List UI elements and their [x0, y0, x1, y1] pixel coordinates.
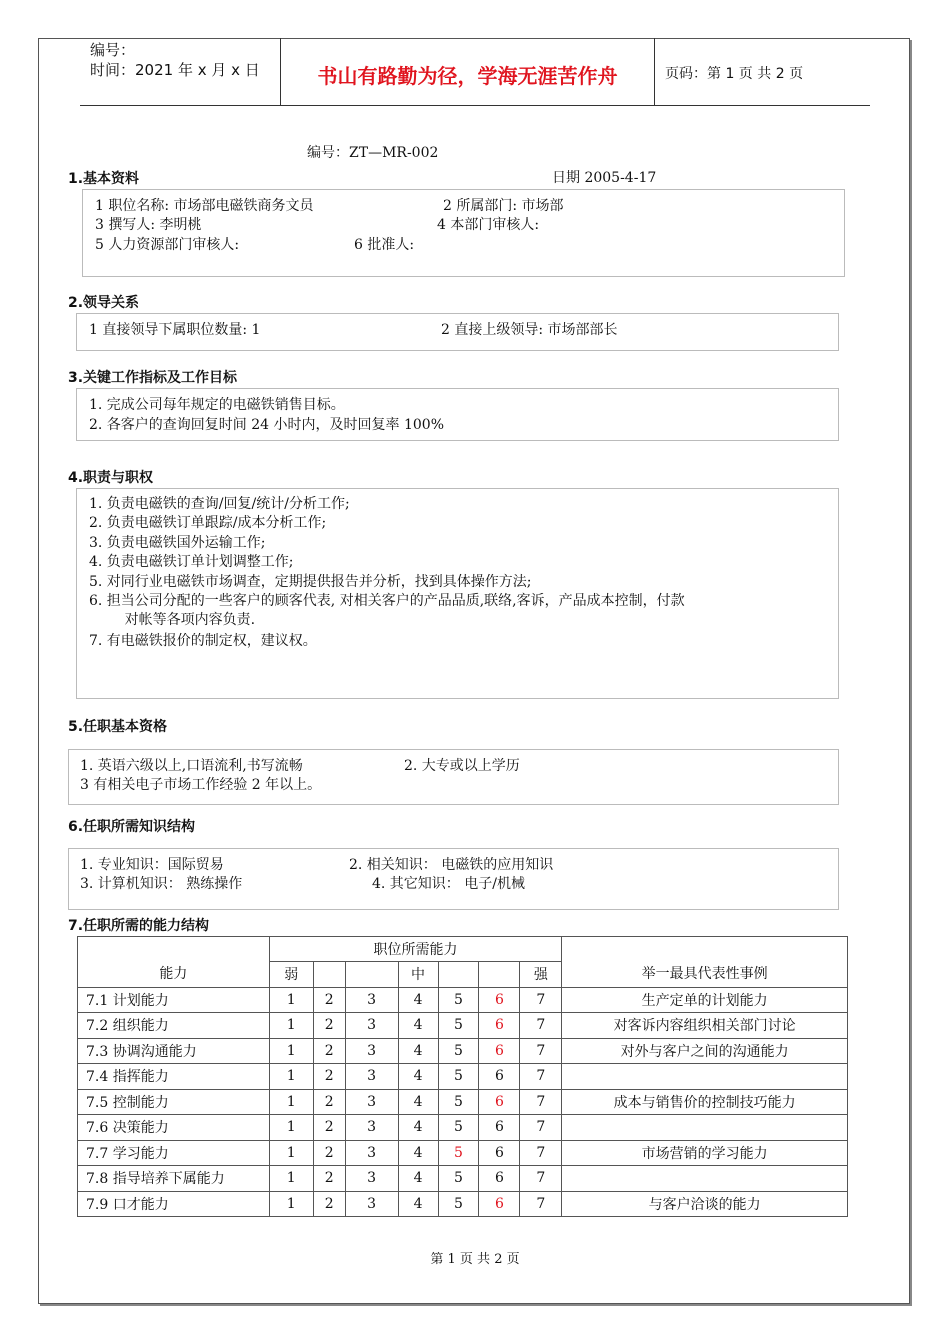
- ability-level: 1: [269, 1013, 313, 1039]
- ability-example: 与客户洽谈的能力: [562, 1191, 848, 1217]
- ability-level: 5: [438, 1038, 479, 1064]
- ability-level-selected: 6: [479, 1038, 520, 1064]
- section-title-basic-info: 1.基本资料: [68, 171, 140, 187]
- ability-example: 生产定单的计划能力: [562, 987, 848, 1013]
- ability-level: 2: [313, 1166, 345, 1192]
- ability-row: [78, 1038, 848, 1064]
- ability-level: 6: [479, 1140, 520, 1166]
- ability-level: 3: [345, 1064, 398, 1090]
- ability-level: 4: [398, 1089, 438, 1115]
- ability-level: 1: [269, 1089, 313, 1115]
- ability-example: [562, 1166, 848, 1192]
- author: 3 撰写人: 李明桃: [95, 217, 202, 233]
- ability-name: 7.9 口才能力: [78, 1191, 270, 1217]
- ability-level: 4: [398, 1140, 438, 1166]
- ability-level: 1: [269, 1038, 313, 1064]
- ability-level: 7: [520, 1191, 562, 1217]
- ability-example: [562, 1115, 848, 1141]
- ability-level: 7: [520, 1013, 562, 1039]
- ability-level: 1: [269, 1140, 313, 1166]
- ability-level: 3: [345, 987, 398, 1013]
- ability-level: 3: [345, 1115, 398, 1141]
- ability-level: 3: [345, 1038, 398, 1064]
- ability-level: 6: [479, 1064, 520, 1090]
- example-column-header: 举一最具代表性事例: [562, 937, 848, 988]
- ability-row: [78, 1064, 848, 1090]
- ability-level: 4: [398, 1038, 438, 1064]
- qualification-english: 1. 英语六级以上,口语流利,书写流畅: [80, 758, 303, 774]
- ability-level: 2: [313, 1013, 345, 1039]
- ability-level: 5: [438, 1064, 479, 1090]
- ability-row: [78, 1013, 848, 1039]
- qualification-experience: 3 有相关电子市场工作经验 2 年以上。: [80, 777, 322, 793]
- ability-level: 3: [345, 1166, 398, 1192]
- ability-name: 7.5 控制能力: [78, 1089, 270, 1115]
- ability-row: [78, 1166, 848, 1192]
- ability-level: 7: [520, 1089, 562, 1115]
- level-mid-label: 中: [398, 962, 438, 988]
- ability-level: 1: [269, 1191, 313, 1217]
- level-strong-label: 强: [520, 962, 562, 988]
- ability-level: 1: [269, 1115, 313, 1141]
- ability-level: 2: [313, 987, 345, 1013]
- ability-name: 7.8 指导培养下属能力: [78, 1166, 270, 1192]
- ability-name: 7.1 计划能力: [78, 987, 270, 1013]
- ability-name: 7.7 学习能力: [78, 1140, 270, 1166]
- section-title-qualifications: 5.任职基本资格: [68, 719, 168, 735]
- section-title-abilities: 7.任职所需的能力结构: [68, 918, 210, 934]
- ability-example: 对外与客户之间的沟通能力: [562, 1038, 848, 1064]
- ability-level: 2: [313, 1140, 345, 1166]
- section-title-kpi: 3.关键工作指标及工作目标: [68, 370, 238, 386]
- ability-level: 2: [313, 1038, 345, 1064]
- ability-name: 7.3 协调沟通能力: [78, 1038, 270, 1064]
- ability-level: 4: [398, 1064, 438, 1090]
- ability-level-selected: 6: [479, 1089, 520, 1115]
- header-time: 时间：2021 年 x 月 x 日: [90, 61, 260, 79]
- ability-column-header: 能力: [78, 937, 270, 988]
- section-title-duties: 4.职责与职权: [68, 470, 154, 486]
- kpi-item: 1. 完成公司每年规定的电磁铁销售目标。: [89, 397, 345, 413]
- level-blank: [345, 962, 398, 988]
- ability-level: 2: [313, 1064, 345, 1090]
- ability-level: 4: [398, 1191, 438, 1217]
- ability-level: 2: [313, 1115, 345, 1141]
- dept-reviewer: 4 本部门审核人:: [437, 217, 540, 233]
- ability-name: 7.6 决策能力: [78, 1115, 270, 1141]
- document-number: 编号：ZT—MR-002: [307, 145, 439, 161]
- level-weak-label: 弱: [269, 962, 313, 988]
- ability-row: [78, 987, 848, 1013]
- ability-level: 2: [313, 1089, 345, 1115]
- ability-level: 5: [438, 1166, 479, 1192]
- ability-level: 1: [269, 1064, 313, 1090]
- duty-item: 5. 对同行业电磁铁市场调查，定期提供报告并分析，找到具体操作方法;: [89, 574, 532, 590]
- duty-item: 7. 有电磁铁报价的制定权，建议权。: [89, 633, 317, 649]
- ability-level: 3: [345, 1191, 398, 1217]
- header-code: 编号：: [90, 41, 136, 59]
- ability-example: 对客诉内容组织相关部门讨论: [562, 1013, 848, 1039]
- ability-row: [78, 1140, 848, 1166]
- ability-level: 7: [520, 1064, 562, 1090]
- page-footer: 第 1 页 共 2 页: [430, 1252, 520, 1267]
- duty-item: 1. 负责电磁铁的查询/回复/统计/分析工作;: [89, 496, 350, 512]
- ability-example: 成本与销售价的控制技巧能力: [562, 1089, 848, 1115]
- ability-level: 1: [269, 987, 313, 1013]
- ability-level: 1: [269, 1166, 313, 1192]
- ability-level: 5: [438, 1191, 479, 1217]
- ability-level-selected: 6: [479, 987, 520, 1013]
- ability-level: 6: [479, 1166, 520, 1192]
- level-blank: [479, 962, 520, 988]
- knowledge-other: 4. 其它知识： 电子/机械: [372, 876, 525, 892]
- header-meta: [90, 40, 260, 80]
- position-name: 1 职位名称: 市场部电磁铁商务文员: [95, 198, 314, 214]
- ability-row: [78, 1191, 848, 1217]
- duty-item: 4. 负责电磁铁订单计划调整工作;: [89, 554, 294, 570]
- ability-level: 7: [520, 1038, 562, 1064]
- knowledge-computer: 3. 计算机知识： 熟练操作: [80, 876, 243, 892]
- required-level-header: 职位所需能力: [269, 937, 562, 962]
- department: 2 所属部门: 市场部: [443, 198, 564, 214]
- ability-row: [78, 1089, 848, 1115]
- ability-level: 4: [398, 1166, 438, 1192]
- ability-level: 5: [438, 1089, 479, 1115]
- ability-level: 5: [438, 987, 479, 1013]
- kpi-item: 2. 各客户的查询回复时间 24 小时内，及时回复率 100%: [89, 417, 444, 433]
- ability-level: 3: [345, 1140, 398, 1166]
- knowledge-professional: 1. 专业知识：国际贸易: [80, 857, 224, 873]
- ability-level: 4: [398, 987, 438, 1013]
- level-blank: [313, 962, 345, 988]
- ability-name: 7.4 指挥能力: [78, 1064, 270, 1090]
- section-title-reporting: 2.领导关系: [68, 295, 140, 311]
- qualification-education: 2. 大专或以上学历: [404, 758, 520, 774]
- duty-item: 3. 负责电磁铁国外运输工作;: [89, 535, 266, 551]
- ability-example: [562, 1064, 848, 1090]
- knowledge-related: 2. 相关知识： 电磁铁的应用知识: [349, 857, 554, 873]
- ability-level: 3: [345, 1013, 398, 1039]
- page-header: [80, 38, 870, 106]
- ability-level: 5: [438, 1013, 479, 1039]
- ability-name: 7.2 组织能力: [78, 1013, 270, 1039]
- direct-superior: 2 直接上级领导: 市场部部长: [441, 322, 618, 338]
- ability-level-selected: 6: [479, 1191, 520, 1217]
- ability-level: 2: [313, 1191, 345, 1217]
- header-slogan: 书山有路勤为径，学海无涯苦作舟: [317, 64, 618, 88]
- ability-level: 3: [345, 1089, 398, 1115]
- duty-item: 6. 担当公司分配的一些客户的顾客代表, 对相关客户的产品品质,联络,客诉，产品成本控制，付款: [89, 593, 685, 609]
- hr-reviewer: 5 人力资源部门审核人:: [95, 237, 240, 253]
- ability-example: 市场营销的学习能力: [562, 1140, 848, 1166]
- subordinate-count: 1 直接领导下属职位数量: 1: [89, 322, 261, 338]
- approver: 6 批准人:: [354, 237, 415, 253]
- ability-table: [77, 936, 848, 1217]
- header-divider: [654, 38, 655, 105]
- ability-level: 7: [520, 1115, 562, 1141]
- ability-level: 6: [479, 1115, 520, 1141]
- section-title-knowledge: 6.任职所需知识结构: [68, 819, 196, 835]
- ability-level: 7: [520, 1140, 562, 1166]
- level-blank: [438, 962, 479, 988]
- ability-level: 4: [398, 1013, 438, 1039]
- ability-level: 5: [438, 1115, 479, 1141]
- ability-row: [78, 1115, 848, 1141]
- ability-level: 4: [398, 1115, 438, 1141]
- ability-level: 7: [520, 1166, 562, 1192]
- ability-level-selected: 5: [438, 1140, 479, 1166]
- duty-item: 2. 负责电磁铁订单跟踪/成本分析工作;: [89, 515, 327, 531]
- ability-level-selected: 6: [479, 1013, 520, 1039]
- duty-item-continued: 对帐等各项内容负责.: [89, 612, 256, 628]
- ability-level: 7: [520, 987, 562, 1013]
- header-page-number: 页码：第 1 页 共 2 页: [665, 66, 804, 82]
- document-date: 日期 2005-4-17: [552, 170, 657, 186]
